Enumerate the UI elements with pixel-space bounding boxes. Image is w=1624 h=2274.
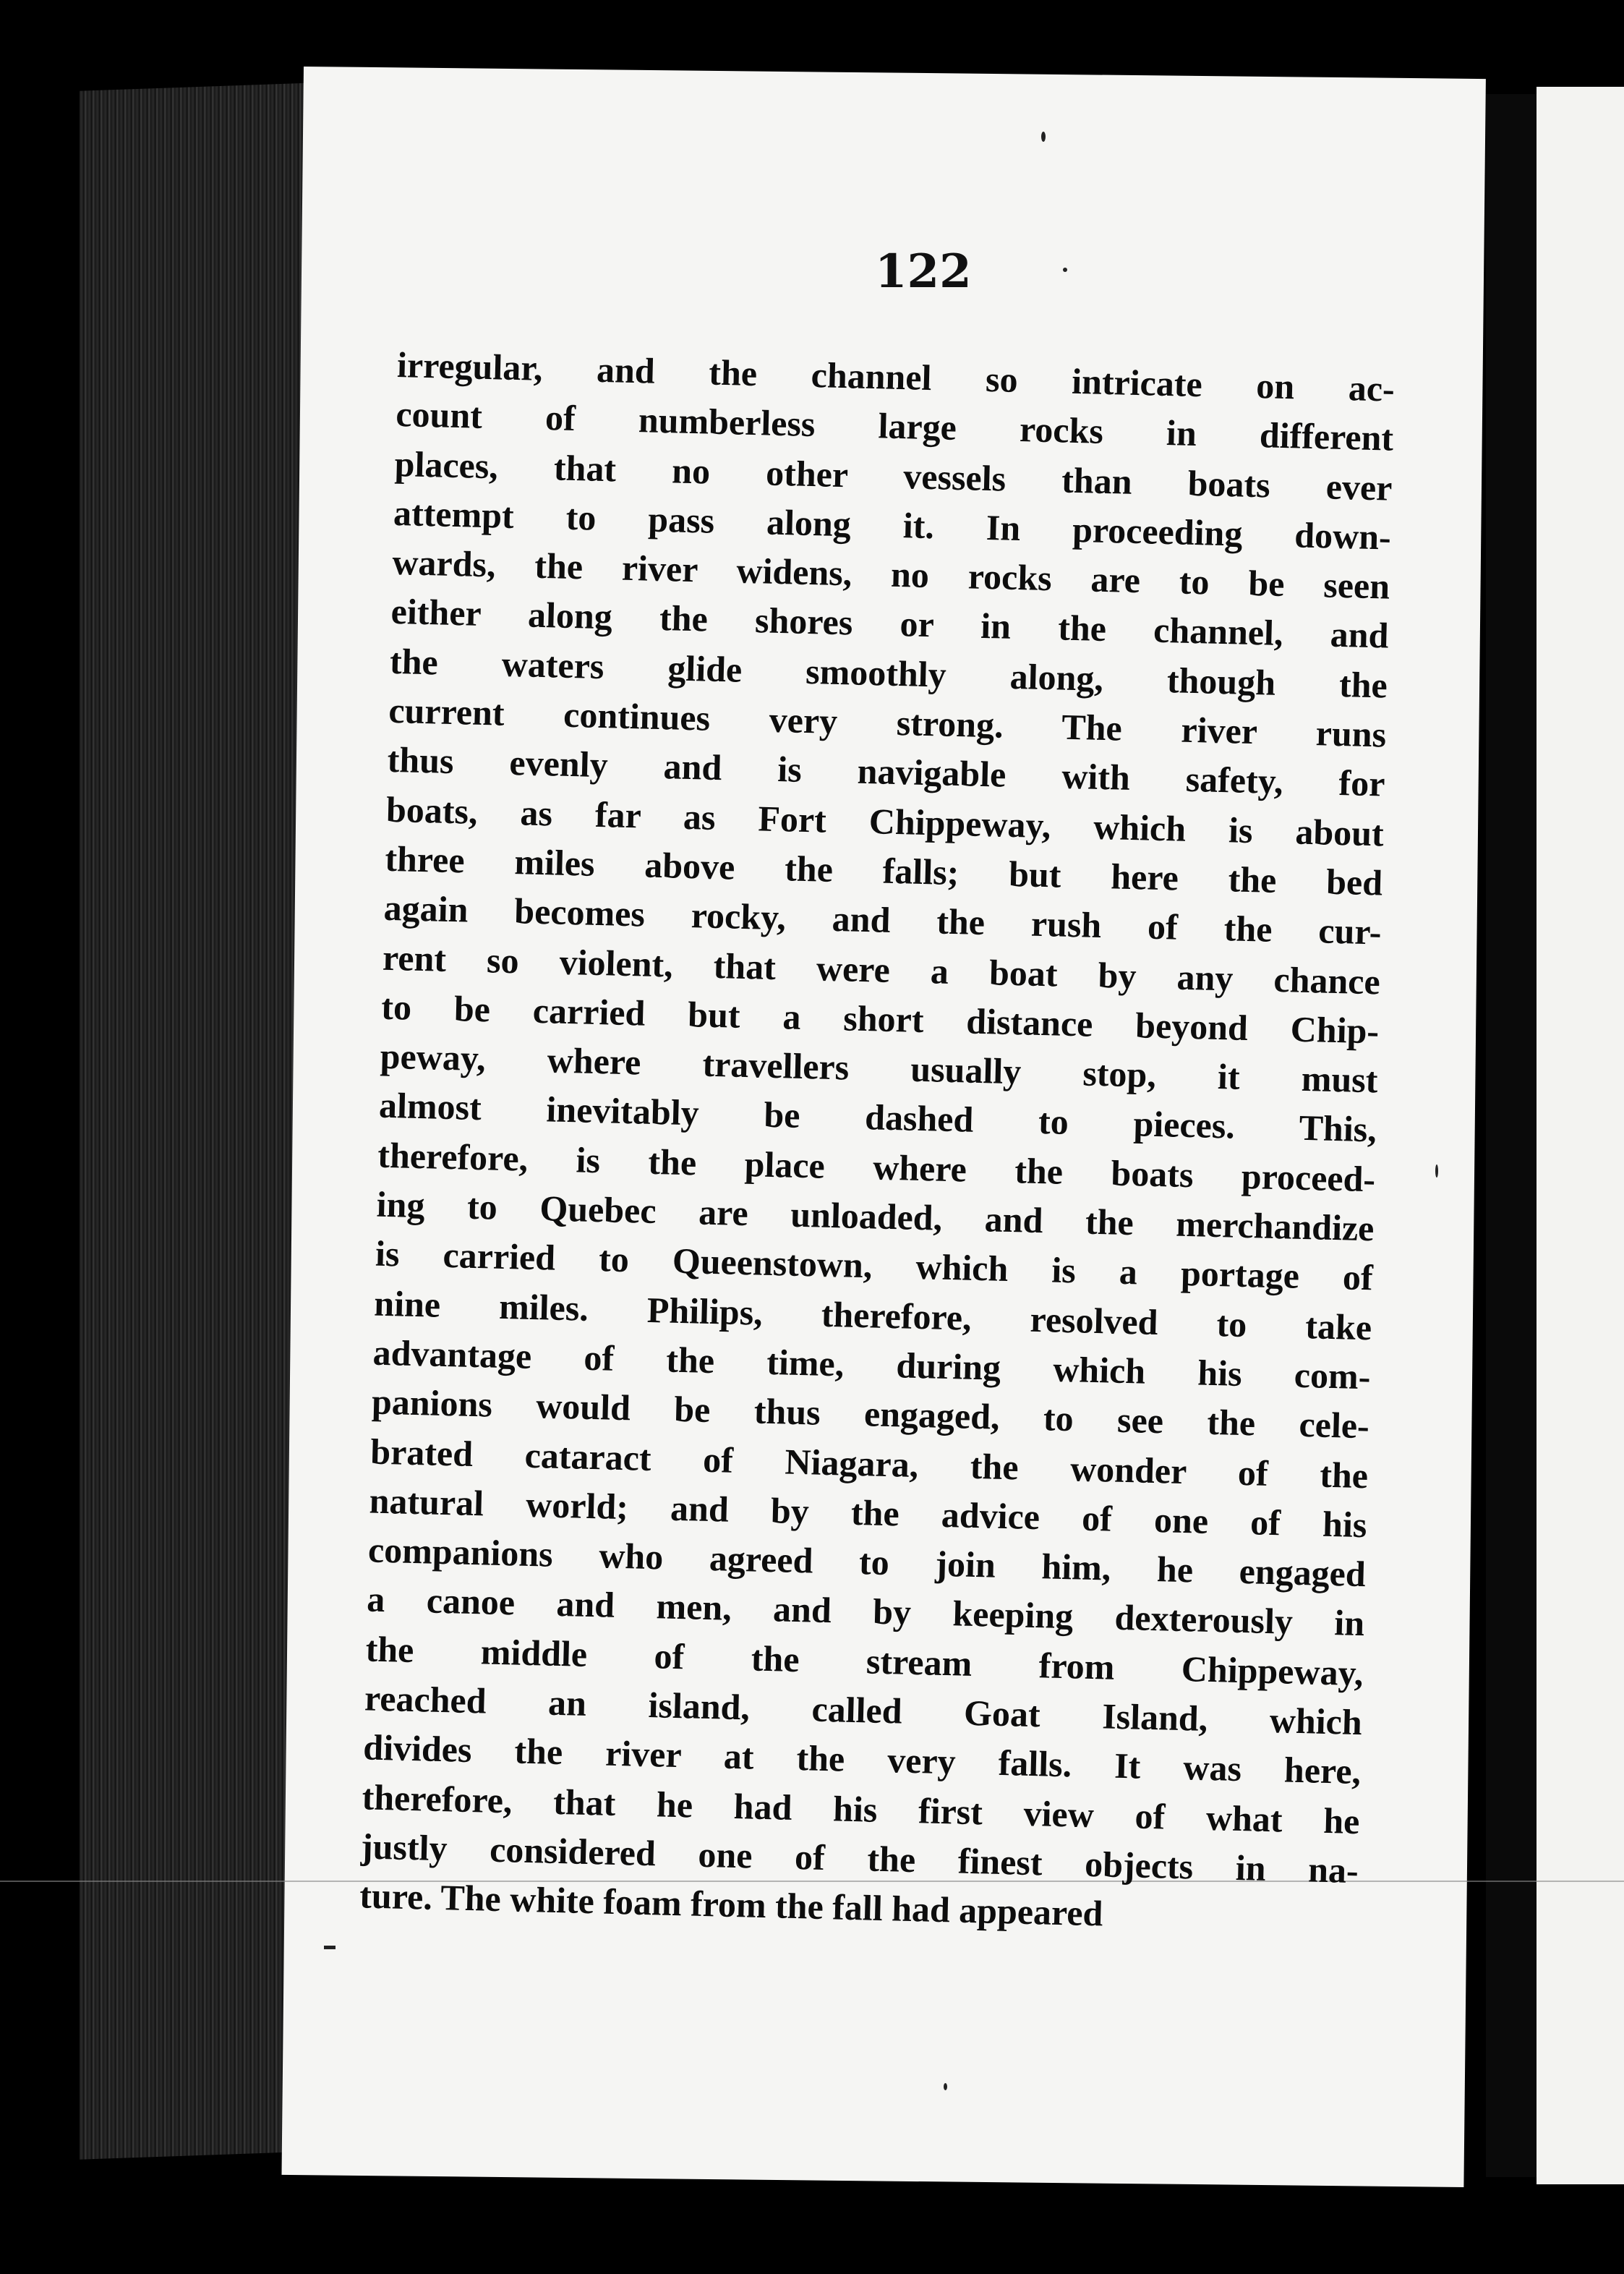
- text-line: three miles above the falls; but here the bed: [384, 838, 1383, 903]
- text-line: irregular, and the channel so intricate on ac-: [396, 344, 1396, 409]
- margin-mark: [324, 1946, 336, 1949]
- text-line: justly considered one of the finest objects in na-: [360, 1826, 1359, 1891]
- text-line: current continues very strong. The river runs: [388, 689, 1387, 755]
- text-line: ing to Quebec are unloaded, and the merchandize: [376, 1183, 1375, 1249]
- text-line: count of numberless large rocks in different: [395, 393, 1394, 459]
- body-text: [359, 340, 1396, 1945]
- text-line: wards, the river widens, no rocks are to be seen: [391, 542, 1390, 607]
- book-gutter: [1486, 94, 1537, 2177]
- text-line: places, that no other vessels than boats ever: [394, 443, 1393, 508]
- facing-page-edge: [1537, 87, 1624, 2184]
- text-line: almost inevitably be dashed to pieces. This,: [378, 1085, 1377, 1150]
- text-line: peway, where travellers usually stop, it must: [380, 1035, 1379, 1101]
- text-line: the waters glide smoothly along, though the: [389, 640, 1388, 706]
- text-line: nine miles. Philips, therefore, resolved to take: [373, 1282, 1372, 1347]
- text-line: brated cataract of Niagara, the wonder of the: [369, 1431, 1369, 1496]
- book-page-edges: [80, 82, 318, 2160]
- text-line: advantage of the time, during which his com-: [372, 1332, 1372, 1397]
- text-line: ture. The white foam from the fall had appeared: [359, 1875, 1104, 1934]
- ink-speck: [1435, 1164, 1438, 1178]
- text-line: a canoe and men, and by keeping dexterously in: [366, 1578, 1365, 1644]
- text-line: attempt to pass along it. In proceeding down-: [393, 492, 1392, 558]
- text-line: the middle of the stream from Chippeway,: [365, 1628, 1364, 1693]
- text-line: rent so violent, that were a boat by any chance: [382, 937, 1381, 1002]
- text-line: therefore, is the place where the boats proceed-: [377, 1134, 1376, 1200]
- text-line: natural world; and by the advice of one of his: [369, 1480, 1368, 1546]
- text-line: therefore, that he had his first view of what he: [362, 1776, 1361, 1841]
- text-line: is carried to Queenstown, which is a portage of: [375, 1232, 1374, 1298]
- text-line: thus evenly and is navigable with safety, for: [387, 739, 1386, 804]
- text-line: either along the shores or in the channel, and: [390, 591, 1390, 657]
- text-line: divides the river at the very falls. It was here,: [362, 1726, 1362, 1792]
- page-number: 122: [875, 244, 972, 299]
- text-line: again becomes rocky, and the rush of the cur-: [383, 887, 1382, 953]
- ink-speck: [1063, 268, 1067, 272]
- text-line: boats, as far as Fort Chippeway, which is about: [385, 788, 1385, 854]
- text-line: to be carried but a short distance beyond Chip-: [380, 986, 1380, 1052]
- text-line: panions would be thus engaged, to see the cele-: [371, 1381, 1370, 1447]
- text-line: reached an island, called Goat Island, which: [364, 1677, 1363, 1743]
- ink-speck: [1041, 132, 1046, 142]
- text-line: companions who agreed to join him, he engaged: [367, 1529, 1367, 1595]
- ink-speck: [944, 2083, 947, 2090]
